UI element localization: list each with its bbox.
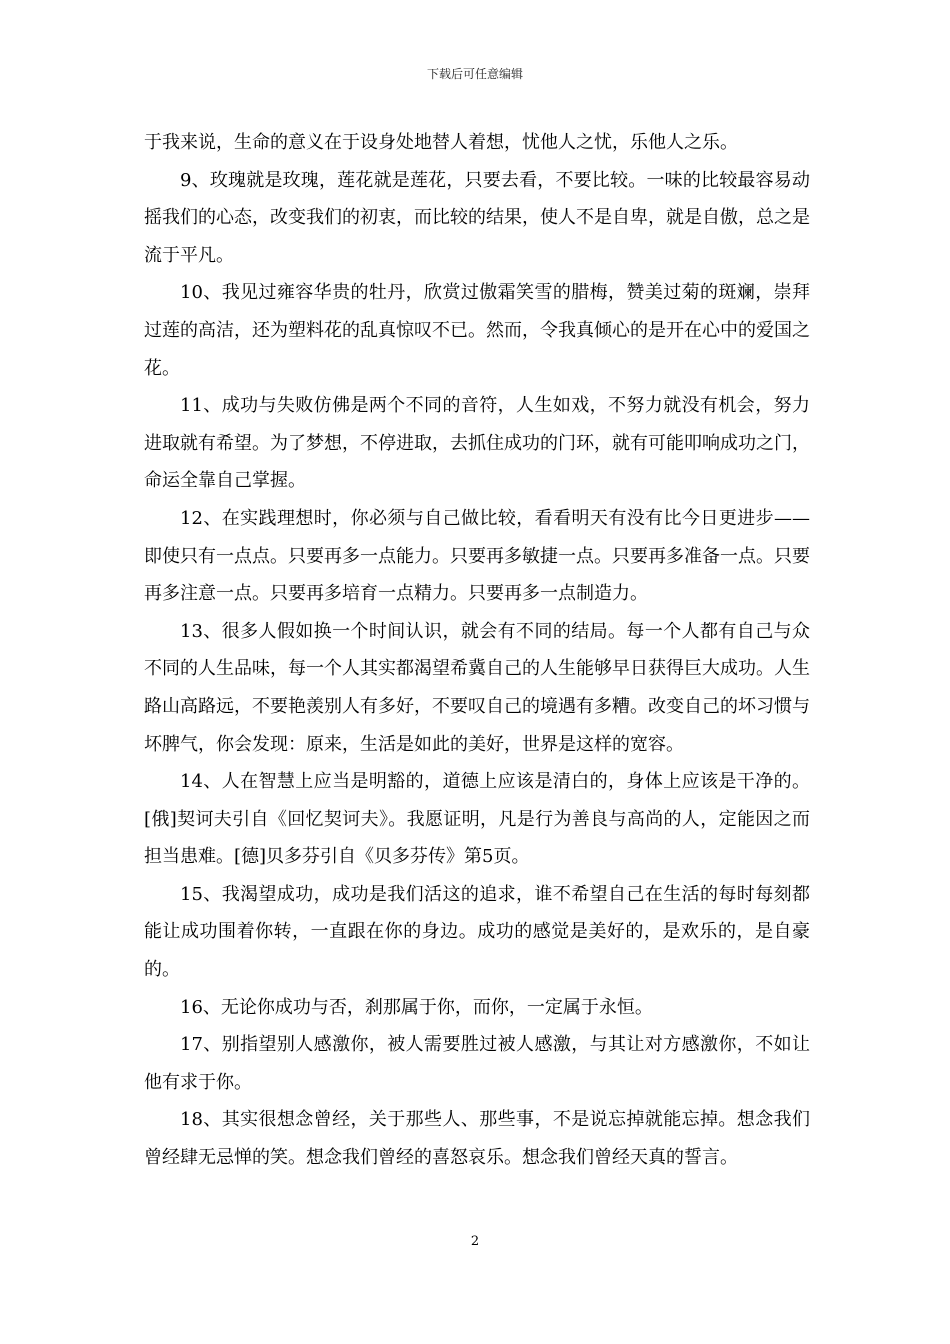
paragraph: 18、其实很想念曾经，关于那些人、那些事，不是说忘掉就能忘掉。想念我们曾经肆无忌惮的笑。想念我们曾经的喜怒哀乐。想念我们曾经天真的誓言。 bbox=[144, 1109, 810, 1169]
paragraph: 15、我渴望成功，成功是我们活这的追求，谁不希望自己在生活的每时每刻都能让成功围着你转，一直跟在你的身边。成功的感觉是美好的，是欢乐的，是自豪的。 bbox=[144, 883, 810, 981]
paragraph: 11、成功与失败仿佛是两个不同的音符，人生如戏，不努力就没有机会，努力进取就有希望。为了梦想，不停进取，去抓住成功的门环，就有可能叩响成功之门，命运全靠自己掌握。 bbox=[144, 395, 810, 492]
paragraph: 16、无论你成功与否，刹那属于你，而你，一定属于永恒。 bbox=[180, 996, 653, 1018]
page-header: 下载后可任意编辑 bbox=[426, 67, 523, 81]
paragraph: 17、别指望别人感激你，被人需要胜过被人感激，与其让对方感激你，不如让他有求于你。 bbox=[144, 1034, 810, 1093]
paragraph: 于我来说，生命的意义在于设身处地替人着想，忧他人之忧，乐他人之乐。 bbox=[144, 132, 738, 153]
paragraph: 9、玫瑰就是玫瑰，莲花就是莲花，只要去看，不要比较。一味的比较最容易动摇我们的心态，改变我们的初衷，而比较的结果，使人不是自卑，就是自傲，总之是流于平凡。 bbox=[144, 169, 810, 266]
paragraph: 10、我见过雍容华贵的牡丹，欣赏过傲霜笑雪的腊梅，赞美过菊的斑斓，崇拜过莲的高洁，还为塑料花的乱真惊叹不已。然而，令我真倾心的是开在心中的爱国之花。 bbox=[144, 282, 810, 379]
paragraph: 12、在实践理想时，你必须与自己做比较，看看明天有没有比今日更进步——即使只有一点点。只要再多一点能力。只要再多敏捷一点。只要再多准备一点。只要再多注意一点。只要再多培育一点精力。只要再多一点制造力。 bbox=[144, 507, 810, 605]
paragraph: 13、很多人假如换一个时间认识，就会有不同的结局。每一个人都有自己与众不同的人生品味，每一个人其实都渴望希冀自己的人生能够早日获得巨大成功。人生路山高路远，不要艳羡别人有多好，不要叹自己的境遇有多糟。改变自己的坏习惯与坏脾气，你会发现：原来，生活是如此的美好，世界是这样的宽容。 bbox=[144, 620, 810, 755]
page-number: 2 bbox=[470, 1234, 480, 1249]
document-body bbox=[144, 124, 810, 1177]
paragraph: 14、人在智慧上应当是明豁的，道德上应该是清白的，身体上应该是干净的。[俄]契诃夫引自《回忆契诃夫》。我愿证明，凡是行为善良与高尚的人，定能因之而担当患难。[德]贝多芬引自《贝多芬传》第5页。 bbox=[144, 771, 810, 868]
